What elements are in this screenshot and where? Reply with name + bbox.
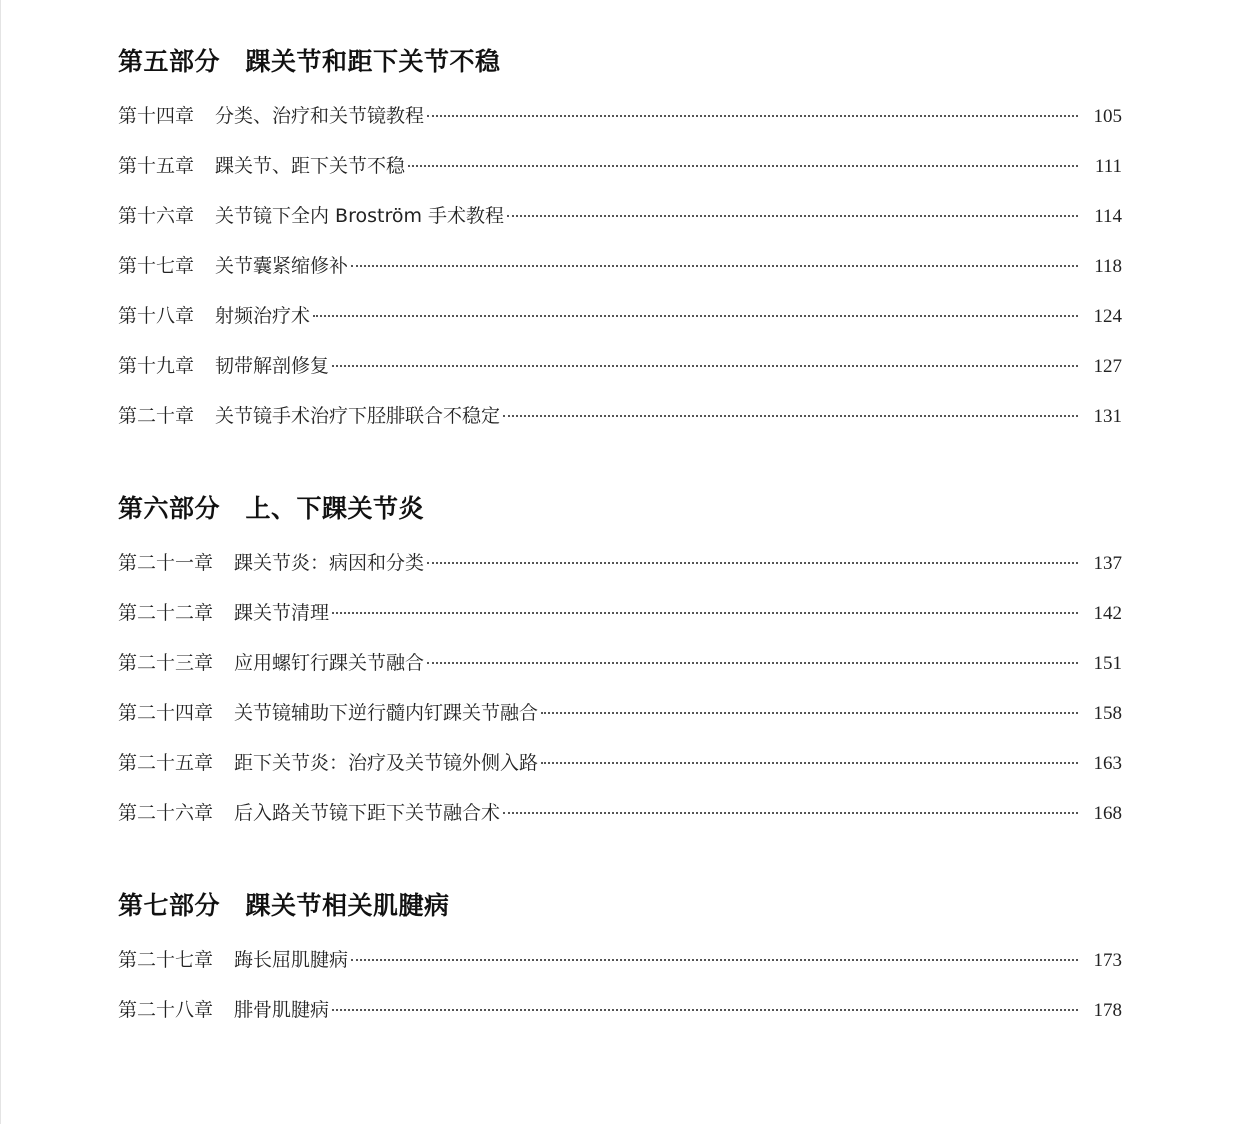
dot-leader bbox=[332, 365, 1078, 367]
page-number: 178 bbox=[1093, 1000, 1122, 1021]
chapter-title: 踝关节、距下关节不稳 bbox=[215, 155, 406, 177]
chapter-title: 后入路关节镜下距下关节融合术 bbox=[234, 802, 501, 824]
dot-leader bbox=[332, 612, 1078, 614]
chapter-title: 关节镜辅助下逆行髓内钉踝关节融合 bbox=[234, 702, 539, 724]
part-title: 第七部分 踝关节相关肌腱病 bbox=[118, 891, 450, 920]
chapter-number: 第二十七章 bbox=[118, 949, 214, 971]
chapter-number: 第二十三章 bbox=[118, 652, 214, 674]
toc-entry[interactable] bbox=[118, 798, 1122, 848]
toc-entry[interactable] bbox=[118, 598, 1122, 648]
chapter-title: 踝关节清理 bbox=[234, 602, 330, 624]
page-edge bbox=[0, 0, 1, 1124]
chapter-list bbox=[118, 548, 1122, 848]
toc-entry[interactable] bbox=[118, 251, 1122, 301]
dot-leader bbox=[503, 415, 1078, 417]
chapter-title: 踝关节炎：病因和分类 bbox=[234, 552, 425, 574]
chapter-number: 第二十八章 bbox=[118, 999, 214, 1021]
dot-leader bbox=[427, 562, 1078, 564]
page-number: 111 bbox=[1094, 156, 1122, 177]
chapter-title: 距下关节炎：治疗及关节镜外侧入路 bbox=[234, 752, 539, 774]
chapter-number: 第十六章 bbox=[118, 205, 195, 227]
part-title: 第五部分 踝关节和距下关节不稳 bbox=[118, 47, 501, 76]
toc-entry[interactable] bbox=[118, 201, 1122, 251]
toc-part-6 bbox=[118, 494, 1122, 848]
page-number: 142 bbox=[1093, 603, 1122, 624]
part-title: 第六部分 上、下踝关节炎 bbox=[118, 494, 425, 523]
chapter-number: 第二十五章 bbox=[118, 752, 214, 774]
chapter-number: 第二十一章 bbox=[118, 552, 214, 574]
toc-entry[interactable] bbox=[118, 748, 1122, 798]
toc-entry[interactable] bbox=[118, 401, 1122, 451]
page-number: 118 bbox=[1094, 256, 1122, 277]
toc-part-5 bbox=[118, 47, 1122, 451]
chapter-number: 第二十六章 bbox=[118, 802, 214, 824]
chapter-title: 应用螺钉行踝关节融合 bbox=[234, 652, 425, 674]
chapter-number: 第十七章 bbox=[118, 255, 195, 277]
dot-leader bbox=[332, 1009, 1078, 1011]
page-number: 124 bbox=[1093, 306, 1122, 327]
dot-leader bbox=[408, 165, 1078, 167]
chapter-title: 腓骨肌腱病 bbox=[234, 999, 330, 1021]
toc-entry[interactable] bbox=[118, 301, 1122, 351]
chapter-number: 第二十章 bbox=[118, 405, 195, 427]
chapter-title: 分类、治疗和关节镜教程 bbox=[215, 105, 425, 127]
page-number: 158 bbox=[1093, 703, 1122, 724]
page-number: 127 bbox=[1093, 356, 1122, 377]
chapter-number: 第十九章 bbox=[118, 355, 195, 377]
dot-leader bbox=[541, 762, 1078, 764]
chapter-number: 第十八章 bbox=[118, 305, 195, 327]
chapter-number: 第二十四章 bbox=[118, 702, 214, 724]
toc-entry[interactable] bbox=[118, 698, 1122, 748]
toc-entry[interactable] bbox=[118, 648, 1122, 698]
chapter-title: 关节镜手术治疗下胫腓联合不稳定 bbox=[215, 405, 501, 427]
toc-entry[interactable] bbox=[118, 995, 1122, 1045]
page-number: 114 bbox=[1094, 206, 1122, 227]
toc-part-7 bbox=[118, 891, 1122, 1045]
chapter-number: 第十五章 bbox=[118, 155, 195, 177]
toc-entry[interactable] bbox=[118, 101, 1122, 151]
chapter-title: 关节镜下全内 Broström 手术教程 bbox=[215, 205, 505, 227]
dot-leader bbox=[503, 812, 1078, 814]
chapter-list bbox=[118, 945, 1122, 1045]
chapter-title: 射频治疗术 bbox=[215, 305, 311, 327]
dot-leader bbox=[507, 215, 1078, 217]
page-number: 105 bbox=[1093, 106, 1122, 127]
dot-leader bbox=[313, 315, 1078, 317]
toc-entry[interactable] bbox=[118, 945, 1122, 995]
dot-leader bbox=[351, 265, 1078, 267]
page-number: 137 bbox=[1093, 553, 1122, 574]
chapter-title: 踇长屈肌腱病 bbox=[234, 949, 349, 971]
chapter-number: 第二十二章 bbox=[118, 602, 214, 624]
chapter-list bbox=[118, 101, 1122, 451]
toc-entry[interactable] bbox=[118, 151, 1122, 201]
toc-entry[interactable] bbox=[118, 351, 1122, 401]
page-number: 168 bbox=[1093, 803, 1122, 824]
dot-leader bbox=[427, 115, 1078, 117]
toc-entry[interactable] bbox=[118, 548, 1122, 598]
dot-leader bbox=[427, 662, 1078, 664]
chapter-title: 关节囊紧缩修补 bbox=[215, 255, 349, 277]
page-number: 131 bbox=[1093, 406, 1122, 427]
chapter-number: 第十四章 bbox=[118, 105, 195, 127]
page-number: 163 bbox=[1093, 753, 1122, 774]
dot-leader bbox=[541, 712, 1078, 714]
chapter-title: 韧带解剖修复 bbox=[215, 355, 330, 377]
page-number: 151 bbox=[1093, 653, 1122, 674]
page-number: 173 bbox=[1093, 950, 1122, 971]
dot-leader bbox=[351, 959, 1078, 961]
